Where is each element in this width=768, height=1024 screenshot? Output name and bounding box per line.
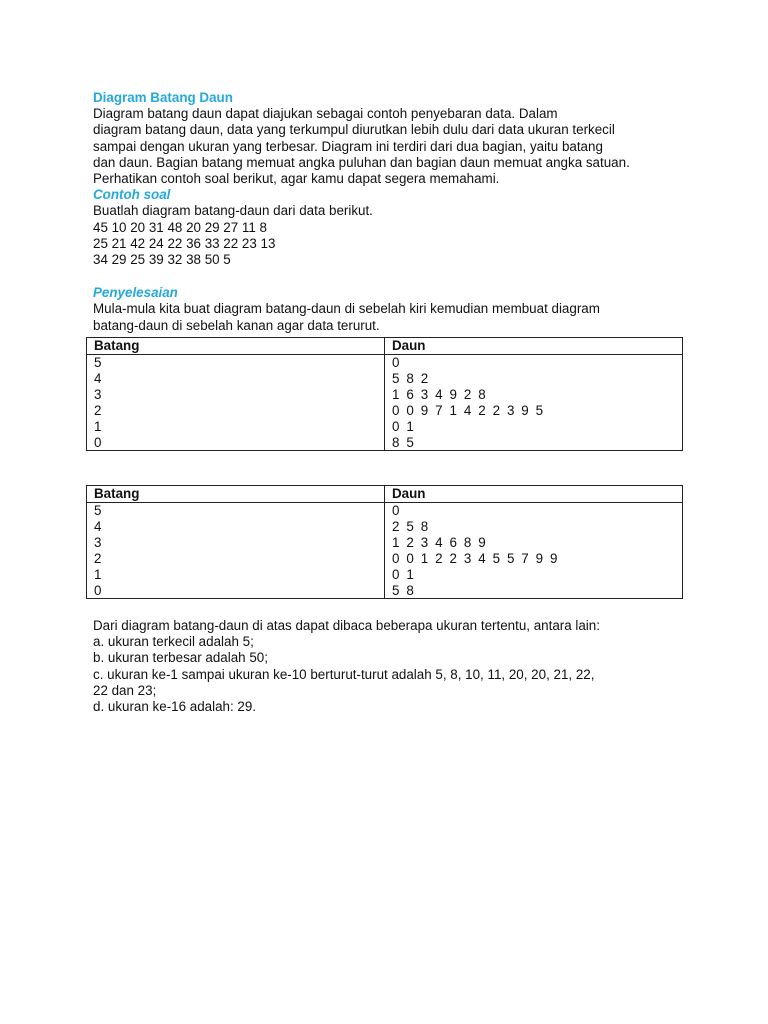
stem-cell: 4 (87, 371, 385, 387)
intro-line: Perhatikan contoh soal berikut, agar kamu dapat segera memahami. (93, 171, 500, 187)
example-heading: Contoh soal (93, 187, 171, 203)
table-row (87, 519, 683, 535)
leaf-header: Daun (385, 486, 683, 503)
stem-cell: 0 (87, 435, 385, 451)
intro-line: Diagram batang daun dapat diajukan sebagai contoh penyebaran data. Dalam (93, 106, 558, 122)
example-data-line: 25 21 42 24 22 36 33 22 23 13 (93, 235, 276, 251)
conclusion-line: Dari diagram batang-daun di atas dapat dibaca beberapa ukuran tertentu, antara lain: (93, 618, 600, 633)
stem-cell: 3 (87, 387, 385, 403)
stem-leaf-table-unsorted (86, 337, 683, 451)
stem-header: Batang (87, 486, 385, 503)
intro-paragraph (93, 106, 683, 187)
stem-leaf-table-sorted (86, 485, 683, 599)
leaf-cell: 1 6 3 4 9 2 8 (392, 386, 488, 402)
conclusion-item: c. ukuran ke-1 sampai ukuran ke-10 berturut-turut adalah 5, 8, 10, 11, 20, 20, 21, 22, (93, 666, 595, 682)
intro-line: sampai dengan ukuran yang terbesar. Diagram ini terdiri dari dua bagian, yaitu batang (93, 138, 603, 154)
leaf-cell: 0 1 (392, 418, 416, 434)
stem-cell: 1 (87, 567, 385, 583)
stem-cell: 0 (87, 583, 385, 599)
document-title: Diagram Batang Daun (93, 90, 233, 105)
table-row (87, 567, 683, 583)
leaf-cell: 2 5 8 (392, 518, 430, 534)
leaf-cell: 0 1 (392, 566, 416, 582)
solution-heading: Penyelesaian (93, 285, 178, 301)
table-row (87, 371, 683, 387)
conclusion-paragraph (93, 618, 683, 715)
leaf-cell: 0 0 1 2 2 3 4 5 5 7 9 9 (392, 550, 560, 566)
stem-cell: 3 (87, 535, 385, 551)
table-row (87, 419, 683, 435)
leaf-cell: 5 8 2 (392, 370, 430, 386)
table-header-row (87, 338, 683, 355)
spacer (93, 268, 683, 285)
leaf-cell: 0 0 9 7 1 4 2 2 3 9 5 (392, 402, 545, 418)
example-line: Buatlah diagram batang-daun dari data berikut. (93, 203, 373, 219)
table-row (87, 435, 683, 451)
stem-cell: 2 (87, 551, 385, 567)
table-row (87, 551, 683, 567)
document-body (93, 90, 683, 334)
table-header-row (87, 486, 683, 503)
stem-header: Batang (87, 338, 385, 355)
leaf-cell: 1 2 3 4 6 8 9 (392, 534, 488, 550)
conclusion-item: d. ukuran ke-16 adalah: 29. (93, 699, 257, 715)
intro-line: diagram batang daun, data yang terkumpul diurutkan lebih dulu dari data ukuran terkecil (93, 122, 615, 138)
example-data-line: 45 10 20 31 48 20 29 27 11 8 (93, 219, 267, 235)
table-row (87, 583, 683, 599)
conclusion-item: a. ukuran terkecil adalah 5; (93, 634, 254, 650)
intro-line: dan daun. Bagian batang memuat angka puluhan dan bagian daun memuat angka satuan. (93, 154, 630, 170)
stem-cell: 1 (87, 419, 385, 435)
solution-line: batang-daun di sebelah kanan agar data terurut. (93, 317, 380, 333)
leaf-header: Daun (385, 338, 683, 355)
conclusion-item-continued: 22 dan 23; (93, 682, 157, 698)
stem-cell: 4 (87, 519, 385, 535)
stem-cell: 2 (87, 403, 385, 419)
solution-paragraph (93, 301, 683, 333)
table-row (87, 503, 683, 519)
conclusion-item: b. ukuran terbesar adalah 50; (93, 650, 268, 666)
example-paragraph (93, 203, 683, 268)
leaf-cell: 8 5 (392, 434, 416, 450)
table-row (87, 535, 683, 551)
solution-line: Mula-mula kita buat diagram batang-daun di sebelah kiri kemudian membuat diagram (93, 301, 600, 317)
leaf-cell: 0 (392, 355, 402, 370)
table-row (87, 387, 683, 403)
leaf-cell: 0 (392, 503, 402, 518)
stem-cell: 5 (87, 355, 385, 371)
example-data-line: 34 29 25 39 32 38 50 5 (93, 252, 231, 268)
leaf-cell: 5 8 (392, 582, 416, 598)
table-row (87, 355, 683, 371)
stem-cell: 5 (87, 503, 385, 519)
table-row (87, 403, 683, 419)
